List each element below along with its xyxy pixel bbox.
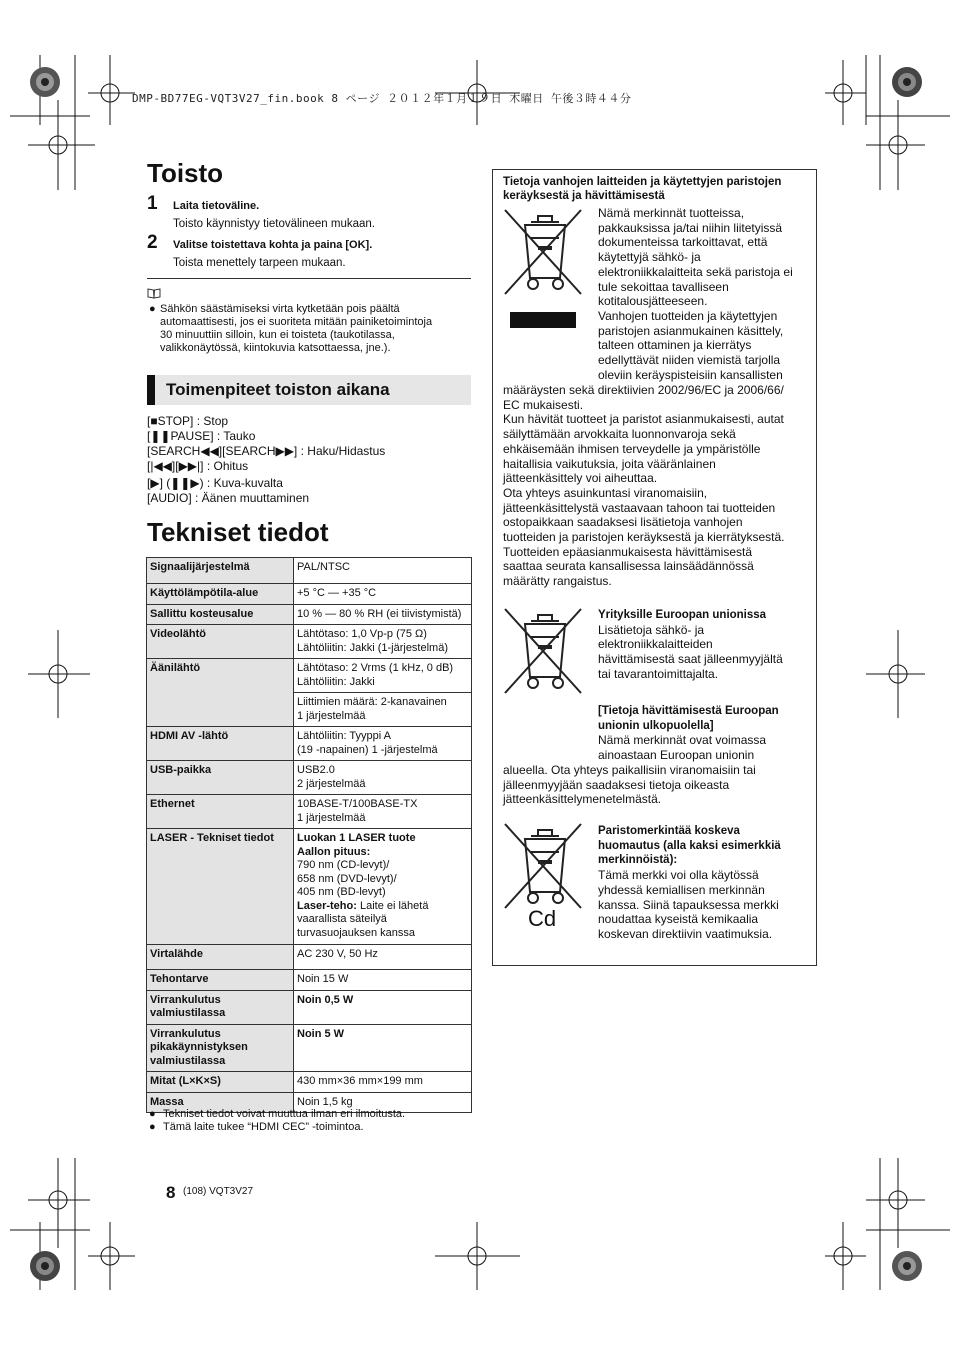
step-number: 1: [147, 193, 158, 214]
book-icon: [147, 288, 161, 299]
step-description: Toista menettely tarpeen mukaan.: [173, 257, 346, 269]
page-number: 8: [166, 1183, 176, 1202]
table-row: Tehontarve Noin 15 W: [147, 970, 472, 991]
list-item: [|◀◀][▶▶|] : Ohitus: [147, 459, 249, 473]
table-row: Virtalähde AC 230 V, 50 Hz: [147, 945, 472, 970]
crossed-bin-icon: [503, 607, 583, 697]
table-row: Massa Noin 1,5 kg: [147, 1092, 472, 1113]
table-row: Ethernet 10BASE-T/100BASE-TX 1 järjestelmää: [147, 795, 472, 829]
outside-eu-section: [Tietoja hävittämisestä Euroopan unionin ulkopuolella] Nämä merkinnät ovat voimassa ainoastaan Euroopan unionin: [598, 705, 779, 763]
disposal-paragraph: määräysten sekä direktiivien 2002/96/EC ja 2006/66/ EC mukaisesti. Kun hävität tuotteet ja paristot asianmukaisesti, autat säilyttämään arvokkaita luonnonvaroja sekä ehkäisemään ihmisen terveydelle ja ympäristölle haitallisia vaikutuksia, joita vääränlainen jätteenkäsittely voi aiheuttaa. Ota yhteys asuinkuntasi viranomaisiin, jätteenkäsittelystä vastaavaan tahoon tai tuotteiden ostopaikkaan saadaksesi lisätietoja vanhojen tuotteiden ja paristojen keräyksestä ja kierrätyksestä. Tuotteiden epäasianmukaisesta hävittämisestä saattaa seurata kansallisessa lainsäädännössä määrätty rangaistus.: [503, 383, 785, 589]
table-row: USB-paikka USB2.0 2 järjestelmää: [147, 761, 472, 795]
note-bullet: ●: [149, 303, 156, 315]
file-header: DMP-BD77EG-VQT3V27_fin.book 8 ページ ２０１２年１月１９日 木曜日 午後３時４４分: [132, 92, 632, 105]
table-row: Videolähtö Lähtötaso: 1,0 Vp-p (75 Ω) Lähtöliitin: Jakki (1-järjestelmä): [147, 625, 472, 659]
spec-table: [146, 557, 472, 1113]
list-item: [AUDIO] : Äänen muuttaminen: [147, 491, 310, 505]
list-item: [▶] (❚❚▶) : Kuva-kuvalta: [147, 476, 283, 490]
table-row: Virrankulutus pikakäynnistyksen valmiustilassa Noin 5 W: [147, 1024, 472, 1072]
page-code: (108) VQT3V27: [183, 1186, 254, 1197]
toisto-title: Toisto: [147, 158, 224, 188]
disposal-title: Tietoja vanhojen laitteiden ja käytettyjen paristojen keräyksestä ja hävittämisestä: [503, 176, 782, 202]
table-row: Signaalijärjestelmä PAL/NTSC: [147, 558, 472, 584]
battery-section: Paristomerkintää koskeva huomautus (alla kaksi esimerkkiä merkinnöistä): Tämä merkki voi olla käytössä yhdessä kemiallisen merkinnän kanssa. Siinä tapauksessa merkki noudattaa kyseistä kemikaalia koskevan direktiivin vaatimuksia.: [598, 825, 781, 941]
table-row: Mitat (L×K×S) 430 mm×36 mm×199 mm: [147, 1072, 472, 1093]
operations-list: [147, 414, 385, 506]
spec-notes: ● Tekniset tiedot voivat muuttua ilman eri ilmoitusta. ● Tämä laite tukee “HDMI CEC” -toimintoa.: [149, 1108, 406, 1133]
table-row: LASER - Tekniset tiedot Luokan 1 LASER tuote Aallon pituus: 790 nm (CD-levyt)/ 658 nm (DVD-levyt)/ 405 nm (BD-levyt) Laser-teho: Laite ei lähetä vaarallista säteilyä turvasuojauksen kanssa: [147, 829, 472, 945]
divider: [147, 278, 471, 279]
step-number: 2: [147, 232, 158, 253]
cd-label: Cd: [528, 906, 557, 931]
table-row: Sallittu kosteusalue 10 % — 80 % RH (ei tiivistymistä): [147, 604, 472, 625]
list-item: [❚❚PAUSE] : Tauko: [147, 429, 256, 443]
outside-eu-text: alueella. Ota yhteys paikallisiin viranomaisiin tai jälleenmyyjään saadaksesi tietoja oikeasta jätteenkäsittelymenetelmästä.: [503, 763, 756, 807]
table-row: Virrankulutus valmiustilassa Noin 0,5 W: [147, 990, 472, 1024]
step-title: Laita tietoväline.: [173, 200, 260, 212]
note-text: Sähkön säästämiseksi virta kytketään pois päältä automaattisesti, jos ei suoriteta mitään painiketoimintoja 30 minuuttiin silloin, kun ei toisteta (taukotilassa, valikkonäytössä, kiintokuvia katsottaessa, jne.).: [160, 303, 433, 354]
list-item: [SEARCH◀◀][SEARCH▶▶] : Haku/Hidastus: [147, 444, 386, 458]
table-row: Äänilähtö Lähtötaso: 2 Vrms (1 kHz, 0 dB) Lähtöliitin: Jakki: [147, 659, 472, 693]
black-bar: [510, 312, 576, 328]
table-row: Käyttölämpötila-alue +5 °C — +35 °C: [147, 584, 472, 605]
step-description: Toisto käynnistyy tietovälineen mukaan.: [173, 218, 375, 230]
table-row: HDMI AV -lähtö Lähtöliitin: Tyyppi A (19 -napainen) 1 -järjestelmä: [147, 727, 472, 761]
eu-section: Yrityksille Euroopan unionissa Lisätietoja sähkö- ja elektroniikkalaitteiden hävittämisestä saat jälleenmyyjältä tai tavarantoimittajalta.: [598, 609, 783, 681]
specs-title: Tekniset tiedot: [147, 517, 329, 547]
disposal-paragraph: Nämä merkinnät tuotteissa, pakkauksissa ja/tai niihin liitetyissä dokumenteissa tarkoittavat, että käytettyjä sähkö- ja elektroniikkalaitteita sekä paristoja ei tule sekoittaa tavalliseen kotitalousjätteeseen. Vanhojen tuotteiden ja käytettyjen paristojen asianmukainen käsittely, talteen ottaminen ja kierrätys edellyttävät niiden viemistä tarjolla oleviin keräyspisteisiin kansallisten: [598, 206, 793, 382]
crossed-bin-icon: [503, 208, 583, 298]
section-title: Toimenpiteet toiston aikana: [166, 380, 390, 399]
list-item: [■STOP] : Stop: [147, 414, 229, 428]
step-title: Valitse toistettava kohta ja paina [OK].: [173, 239, 373, 251]
crossed-bin-icon: [503, 822, 583, 912]
table-row: Liittimien määrä: 2-kanavainen 1 järjestelmää: [147, 693, 472, 727]
section-header: [147, 375, 471, 405]
